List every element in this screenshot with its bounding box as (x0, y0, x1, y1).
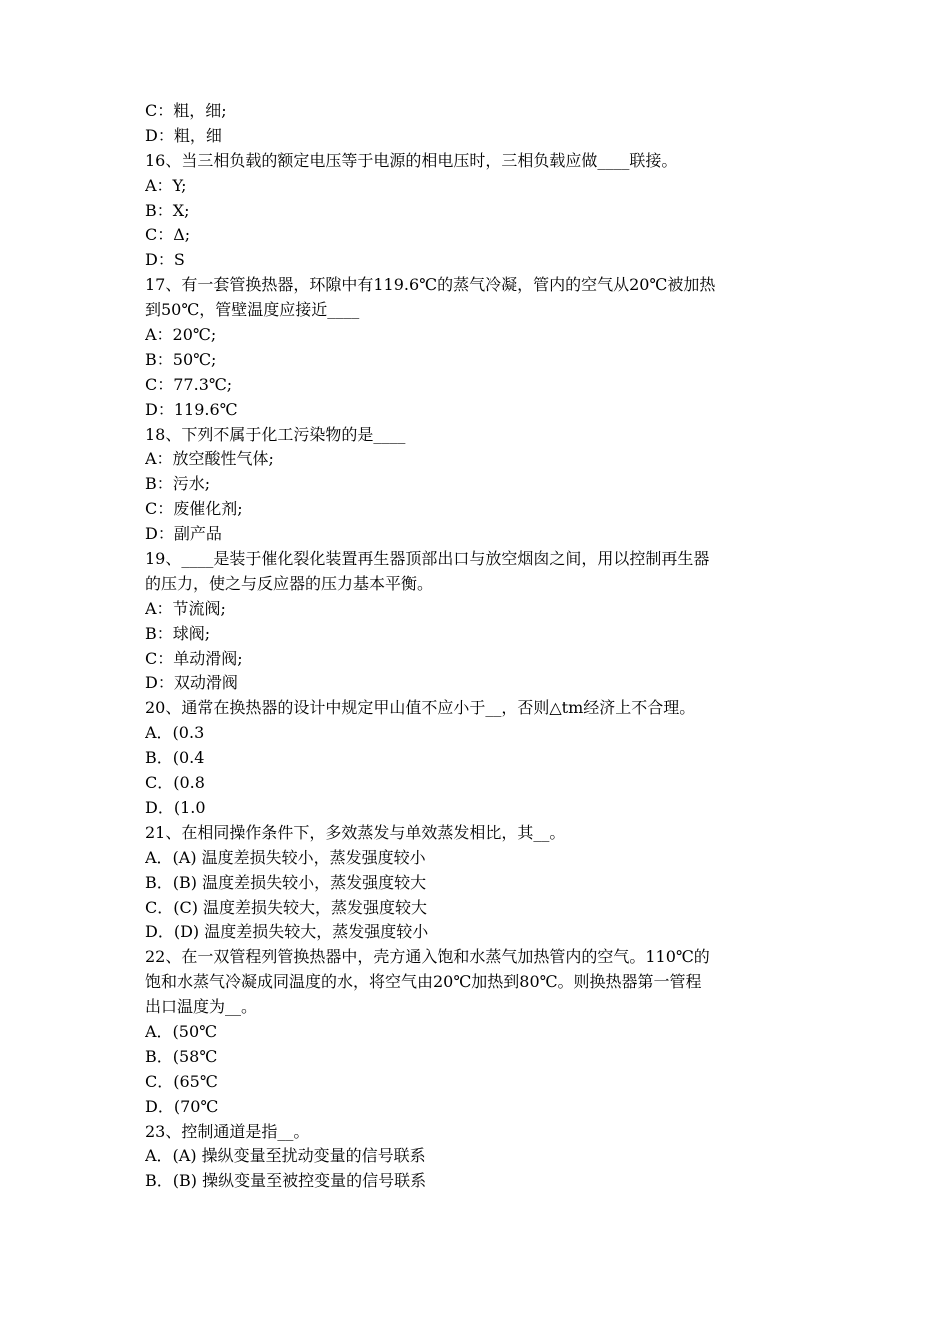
option-b-q22: B．(58℃ (145, 1046, 218, 1066)
option-a-q16: A：Y; (145, 175, 187, 195)
option-d-q21: D．(D) 温度差损失较大，蒸发强度较小 (145, 922, 429, 942)
question-22-stem-line-2: 饱和水蒸气冷凝成同温度的水，将空气由20℃加热到80℃。则换热器第一管程 (145, 972, 702, 992)
option-c-q19: C：单动滑阀; (145, 648, 243, 668)
option-c-q21: C．(C) 温度差损失较大，蒸发强度较大 (145, 897, 428, 917)
option-b-q23: B．(B) 操纵变量至被控变量的信号联系 (145, 1171, 427, 1191)
option-d-q18: D：副产品 (145, 524, 222, 544)
option-b-q16: B：X; (145, 200, 190, 220)
option-a-q18: A：放空酸性气体; (145, 449, 274, 469)
option-d-q16: D：S (145, 250, 185, 270)
option-b-q18: B：污水; (145, 474, 211, 494)
option-d-q17: D：119.6℃ (145, 399, 238, 419)
option-a-q23: A．(A) 操纵变量至扰动变量的信号联系 (145, 1146, 426, 1166)
option-d-q19: D：双动滑阀 (145, 673, 238, 693)
option-c-q16: C：Δ; (145, 225, 191, 245)
option-c-q22: C．(65℃ (145, 1071, 218, 1091)
question-20-stem: 20、通常在换热器的设计中规定甲山值不应小于__，否则△tm经济上不合理。 (145, 698, 696, 718)
document-page (145, 99, 810, 1194)
option-d-q20: D．(1.0 (145, 797, 206, 817)
option-b-q20: B．(0.4 (145, 748, 205, 768)
option-a-q17: A：20℃; (145, 325, 217, 345)
option-d-q22: D．(70℃ (145, 1096, 219, 1116)
option-c-q15: C：粗，细; (145, 101, 227, 120)
question-23-stem: 23、控制通道是指__。 (145, 1121, 310, 1141)
option-b-q21: B．(B) 温度差损失较小，蒸发强度较大 (145, 872, 427, 892)
question-18-stem: 18、下列不属于化工污染物的是____ (145, 424, 406, 444)
question-19-stem-line-2: 的压力，使之与反应器的压力基本平衡。 (145, 573, 434, 593)
option-b-q19: B：球阀; (145, 623, 211, 643)
question-22-stem-line-3: 出口温度为__。 (145, 997, 258, 1017)
question-21-stem: 21、在相同操作条件下，多效蒸发与单效蒸发相比，其__。 (145, 822, 566, 842)
option-a-q22: A．(50℃ (145, 1021, 218, 1041)
option-c-q17: C：77.3℃; (145, 374, 233, 394)
question-17-stem-line-1: 17、有一套管换热器，环隙中有119.6℃的蒸气冷凝，管内的空气从20℃被加热 (145, 275, 716, 295)
option-a-q20: A．(0.3 (145, 723, 205, 743)
option-a-q19: A：节流阀; (145, 598, 226, 618)
option-c-q18: C：废催化剂; (145, 499, 243, 519)
option-b-q17: B：50℃; (145, 349, 217, 369)
question-17-stem-line-2: 到50℃，管壁温度应接近____ (145, 300, 360, 320)
option-c-q20: C．(0.8 (145, 773, 205, 793)
question-16-stem: 16、当三相负载的额定电压等于电源的相电压时，三相负载应做____联接。 (145, 150, 678, 170)
question-22-stem-line-1: 22、在一双管程列管换热器中，壳方通入饱和水蒸气加热管内的空气。110℃的 (145, 947, 710, 967)
question-19-stem-line-1: 19、____是装于催化裂化装置再生器顶部出口与放空烟囱之间，用以控制再生器 (145, 549, 710, 569)
option-d-q15: D：粗，细 (145, 125, 222, 145)
option-a-q21: A．(A) 温度差损失较小，蒸发强度较小 (145, 847, 426, 867)
